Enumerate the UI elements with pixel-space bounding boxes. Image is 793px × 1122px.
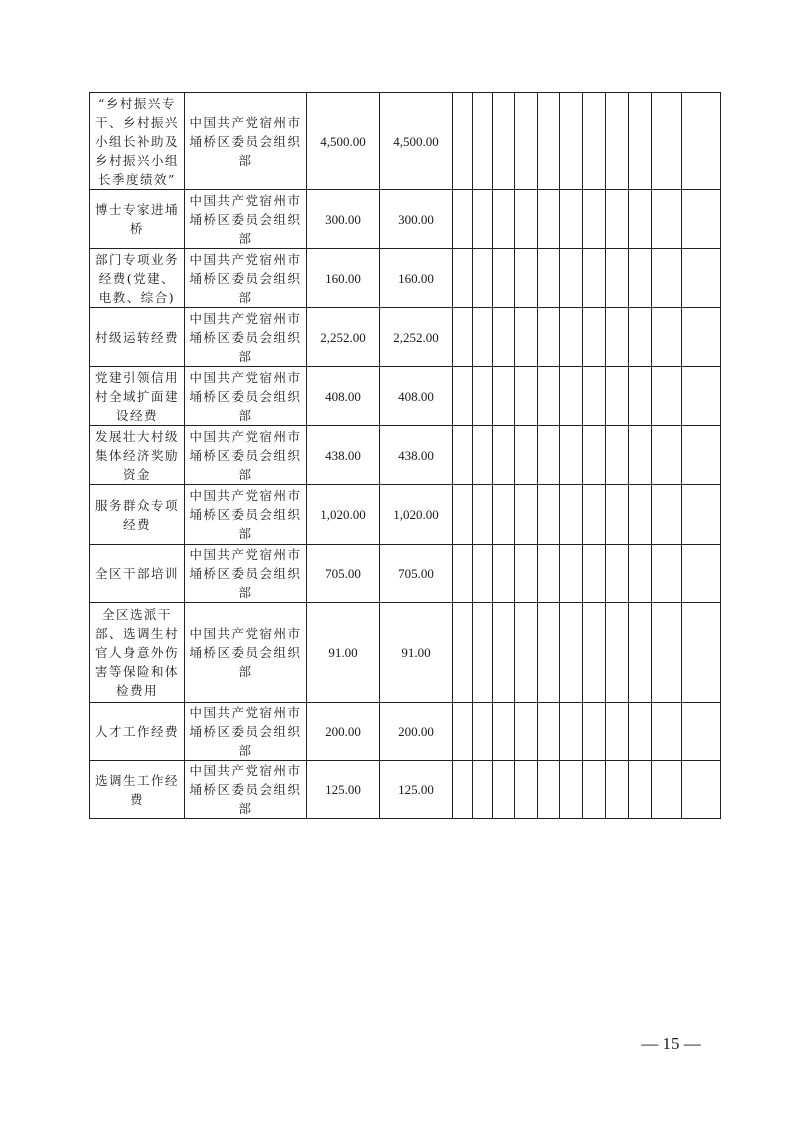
budget-amount-cell [307,603,380,703]
empty-cell [515,249,538,308]
table-row [90,367,721,426]
unit-name-cell-text: 中国共产党宿州市埇桥区委员会组织部 [189,547,302,600]
empty-cell [560,545,583,603]
empty-cell [493,426,515,485]
table-row [90,249,721,308]
empty-cell [629,367,652,426]
empty-cell [629,190,652,249]
empty-cell [538,308,560,367]
empty-cell [453,545,473,603]
empty-cell [493,485,515,545]
budget-amount-cell-text: 408.00 [325,388,361,404]
table-row [90,190,721,249]
budget-table [89,92,721,819]
empty-cell [652,367,682,426]
empty-cell [606,367,629,426]
unit-name-cell [185,426,307,485]
empty-cell [583,190,606,249]
unit-name-cell-text: 中国共产党宿州市埇桥区委员会组织部 [189,763,302,816]
empty-cell [606,426,629,485]
unit-name-cell-text: 中国共产党宿州市埇桥区委员会组织部 [189,626,302,679]
empty-cell [682,93,721,190]
empty-cell [629,249,652,308]
empty-cell [682,703,721,761]
budget-amount-cell [307,761,380,819]
page-number: — 15 — [641,1034,701,1053]
empty-cell [560,93,583,190]
empty-cell [493,190,515,249]
empty-cell [515,761,538,819]
table-row [90,761,721,819]
empty-cell [652,308,682,367]
budget-amount-cell [307,426,380,485]
empty-cell [560,249,583,308]
empty-cell [629,603,652,703]
project-name-cell-text: 博士专家进埇桥 [94,202,179,236]
budget-amount-cell-text: 705.00 [325,566,361,581]
empty-cell [515,603,538,703]
project-name-cell [90,308,185,367]
budget-amount-cell-text: 4,500.00 [320,133,366,149]
empty-cell [606,545,629,603]
table-row [90,603,721,703]
unit-name-cell-text: 中国共产党宿州市埇桥区委员会组织部 [189,251,302,305]
fiscal-amount-cell-text: 1,020.00 [393,507,439,522]
empty-cell [473,485,493,545]
empty-cell [453,93,473,190]
unit-name-cell [185,603,307,703]
budget-amount-cell-text: 91.00 [328,645,358,660]
fiscal-amount-cell [380,426,453,485]
empty-cell [515,485,538,545]
empty-cell [682,485,721,545]
budget-amount-cell [307,190,380,249]
empty-cell [682,426,721,485]
empty-cell [453,485,473,545]
project-name-cell-text: 服务群众专项经费 [94,497,179,532]
empty-cell [453,426,473,485]
empty-cell [538,485,560,545]
project-name-cell-text: “乡村振兴专干、乡村振兴小组长补助及乡村振兴小组长季度绩效” [94,95,179,187]
unit-name-cell [185,703,307,761]
project-name-cell [90,761,185,819]
budget-amount-cell-text: 2,252.00 [320,329,366,345]
empty-cell [473,367,493,426]
budget-amount-cell [307,545,380,603]
project-name-cell-text: 选调生工作经费 [94,772,179,807]
empty-cell [453,190,473,249]
fiscal-amount-cell-text: 2,252.00 [393,329,439,345]
empty-cell [538,249,560,308]
empty-cell [515,545,538,603]
empty-cell [682,249,721,308]
project-name-cell [90,367,185,426]
project-name-cell [90,93,185,190]
empty-cell [560,703,583,761]
unit-name-cell [185,761,307,819]
empty-cell [453,308,473,367]
empty-cell [538,93,560,190]
unit-name-cell [185,308,307,367]
empty-cell [652,761,682,819]
fiscal-amount-cell-text: 160.00 [398,270,434,286]
empty-cell [560,426,583,485]
budget-amount-cell [307,367,380,426]
project-name-cell-text: 部门专项业务经费(党建、电教、综合) [94,251,179,305]
fiscal-amount-cell-text: 200.00 [398,724,434,739]
empty-cell [560,603,583,703]
empty-cell [473,603,493,703]
project-name-cell-text: 全区干部培训 [94,566,179,581]
empty-cell [538,367,560,426]
empty-cell [629,545,652,603]
empty-cell [515,190,538,249]
empty-cell [583,308,606,367]
unit-name-cell [185,93,307,190]
empty-cell [629,308,652,367]
empty-cell [493,545,515,603]
project-name-cell [90,703,185,761]
empty-cell [473,308,493,367]
empty-cell [453,703,473,761]
empty-cell [629,93,652,190]
empty-cell [493,249,515,308]
empty-cell [493,603,515,703]
empty-cell [515,308,538,367]
budget-amount-cell [307,249,380,308]
empty-cell [606,485,629,545]
fiscal-amount-cell [380,308,453,367]
empty-cell [493,93,515,190]
empty-cell [652,545,682,603]
empty-cell [682,545,721,603]
unit-name-cell [185,485,307,545]
budget-amount-cell [307,93,380,190]
unit-name-cell-text: 中国共产党宿州市埇桥区委员会组织部 [189,488,302,541]
budget-amount-cell-text: 438.00 [325,447,361,463]
empty-cell [652,190,682,249]
unit-name-cell [185,367,307,426]
project-name-cell [90,190,185,249]
fiscal-amount-cell [380,249,453,308]
empty-cell [473,249,493,308]
unit-name-cell [185,249,307,308]
unit-name-cell-text: 中国共产党宿州市埇桥区委员会组织部 [189,114,302,168]
empty-cell [629,426,652,485]
empty-cell [652,249,682,308]
empty-cell [583,703,606,761]
empty-cell [682,367,721,426]
fiscal-amount-cell-text: 705.00 [398,566,434,581]
empty-cell [682,308,721,367]
budget-amount-cell [307,308,380,367]
empty-cell [682,761,721,819]
empty-cell [583,761,606,819]
empty-cell [583,426,606,485]
unit-name-cell-text: 中国共产党宿州市埇桥区委员会组织部 [189,705,302,758]
empty-cell [652,703,682,761]
table-row [90,545,721,603]
empty-cell [583,485,606,545]
empty-cell [629,703,652,761]
fiscal-amount-cell-text: 91.00 [401,645,431,660]
empty-cell [606,603,629,703]
empty-cell [606,93,629,190]
empty-cell [583,603,606,703]
fiscal-amount-cell [380,485,453,545]
empty-cell [652,426,682,485]
table-row [90,308,721,367]
empty-cell [473,703,493,761]
fiscal-amount-cell-text: 125.00 [398,782,434,797]
empty-cell [629,485,652,545]
fiscal-amount-cell [380,367,453,426]
project-name-cell [90,249,185,308]
project-name-cell-text: 发展壮大村级集体经济奖励资金 [94,428,179,482]
empty-cell [606,703,629,761]
empty-cell [538,761,560,819]
project-name-cell [90,545,185,603]
empty-cell [473,426,493,485]
empty-cell [583,545,606,603]
empty-cell [453,761,473,819]
fiscal-amount-cell-text: 408.00 [398,388,434,404]
table-row [90,93,721,190]
project-name-cell [90,603,185,703]
empty-cell [538,703,560,761]
empty-cell [473,93,493,190]
empty-cell [606,249,629,308]
fiscal-amount-cell [380,703,453,761]
empty-cell [453,603,473,703]
fiscal-amount-cell [380,603,453,703]
empty-cell [538,603,560,703]
unit-name-cell [185,190,307,249]
empty-cell [652,603,682,703]
empty-cell [453,249,473,308]
empty-cell [515,367,538,426]
empty-cell [560,190,583,249]
budget-amount-cell-text: 200.00 [325,724,361,739]
empty-cell [493,308,515,367]
table-row [90,703,721,761]
budget-table-body [90,93,721,819]
empty-cell [493,367,515,426]
fiscal-amount-cell-text: 300.00 [398,211,434,227]
empty-cell [583,249,606,308]
project-name-cell-text: 全区选派干部、选调生村官人身意外伤害等保险和体检费用 [94,607,179,698]
unit-name-cell-text: 中国共产党宿州市埇桥区委员会组织部 [189,310,302,364]
empty-cell [493,703,515,761]
fiscal-amount-cell [380,545,453,603]
fiscal-amount-cell [380,761,453,819]
empty-cell [652,93,682,190]
empty-cell [538,426,560,485]
project-name-cell-text: 人才工作经费 [94,724,179,739]
budget-amount-cell [307,703,380,761]
empty-cell [682,603,721,703]
empty-cell [473,190,493,249]
empty-cell [560,367,583,426]
project-name-cell-text: 党建引领信用村全域扩面建设经费 [94,369,179,423]
project-name-cell [90,485,185,545]
empty-cell [560,485,583,545]
empty-cell [473,761,493,819]
budget-amount-cell-text: 160.00 [325,270,361,286]
empty-cell [560,761,583,819]
fiscal-amount-cell [380,190,453,249]
empty-cell [606,761,629,819]
empty-cell [652,485,682,545]
table-row [90,426,721,485]
empty-cell [493,761,515,819]
unit-name-cell-text: 中国共产党宿州市埇桥区委员会组织部 [189,369,302,423]
fiscal-amount-cell [380,93,453,190]
fiscal-amount-cell-text: 438.00 [398,447,434,463]
empty-cell [583,93,606,190]
budget-amount-cell [307,485,380,545]
table-row [90,485,721,545]
unit-name-cell-text: 中国共产党宿州市埇桥区委员会组织部 [189,428,302,482]
empty-cell [515,426,538,485]
empty-cell [473,545,493,603]
empty-cell [606,308,629,367]
fiscal-amount-cell-text: 4,500.00 [393,133,439,149]
empty-cell [682,190,721,249]
unit-name-cell [185,545,307,603]
budget-amount-cell-text: 300.00 [325,211,361,227]
unit-name-cell-text: 中国共产党宿州市埇桥区委员会组织部 [189,192,302,246]
budget-amount-cell-text: 125.00 [325,782,361,797]
empty-cell [538,190,560,249]
empty-cell [606,190,629,249]
budget-amount-cell-text: 1,020.00 [320,507,366,522]
empty-cell [515,93,538,190]
empty-cell [453,367,473,426]
empty-cell [560,308,583,367]
project-name-cell-text: 村级运转经费 [94,329,179,345]
empty-cell [538,545,560,603]
empty-cell [583,367,606,426]
empty-cell [629,761,652,819]
project-name-cell [90,426,185,485]
empty-cell [515,703,538,761]
